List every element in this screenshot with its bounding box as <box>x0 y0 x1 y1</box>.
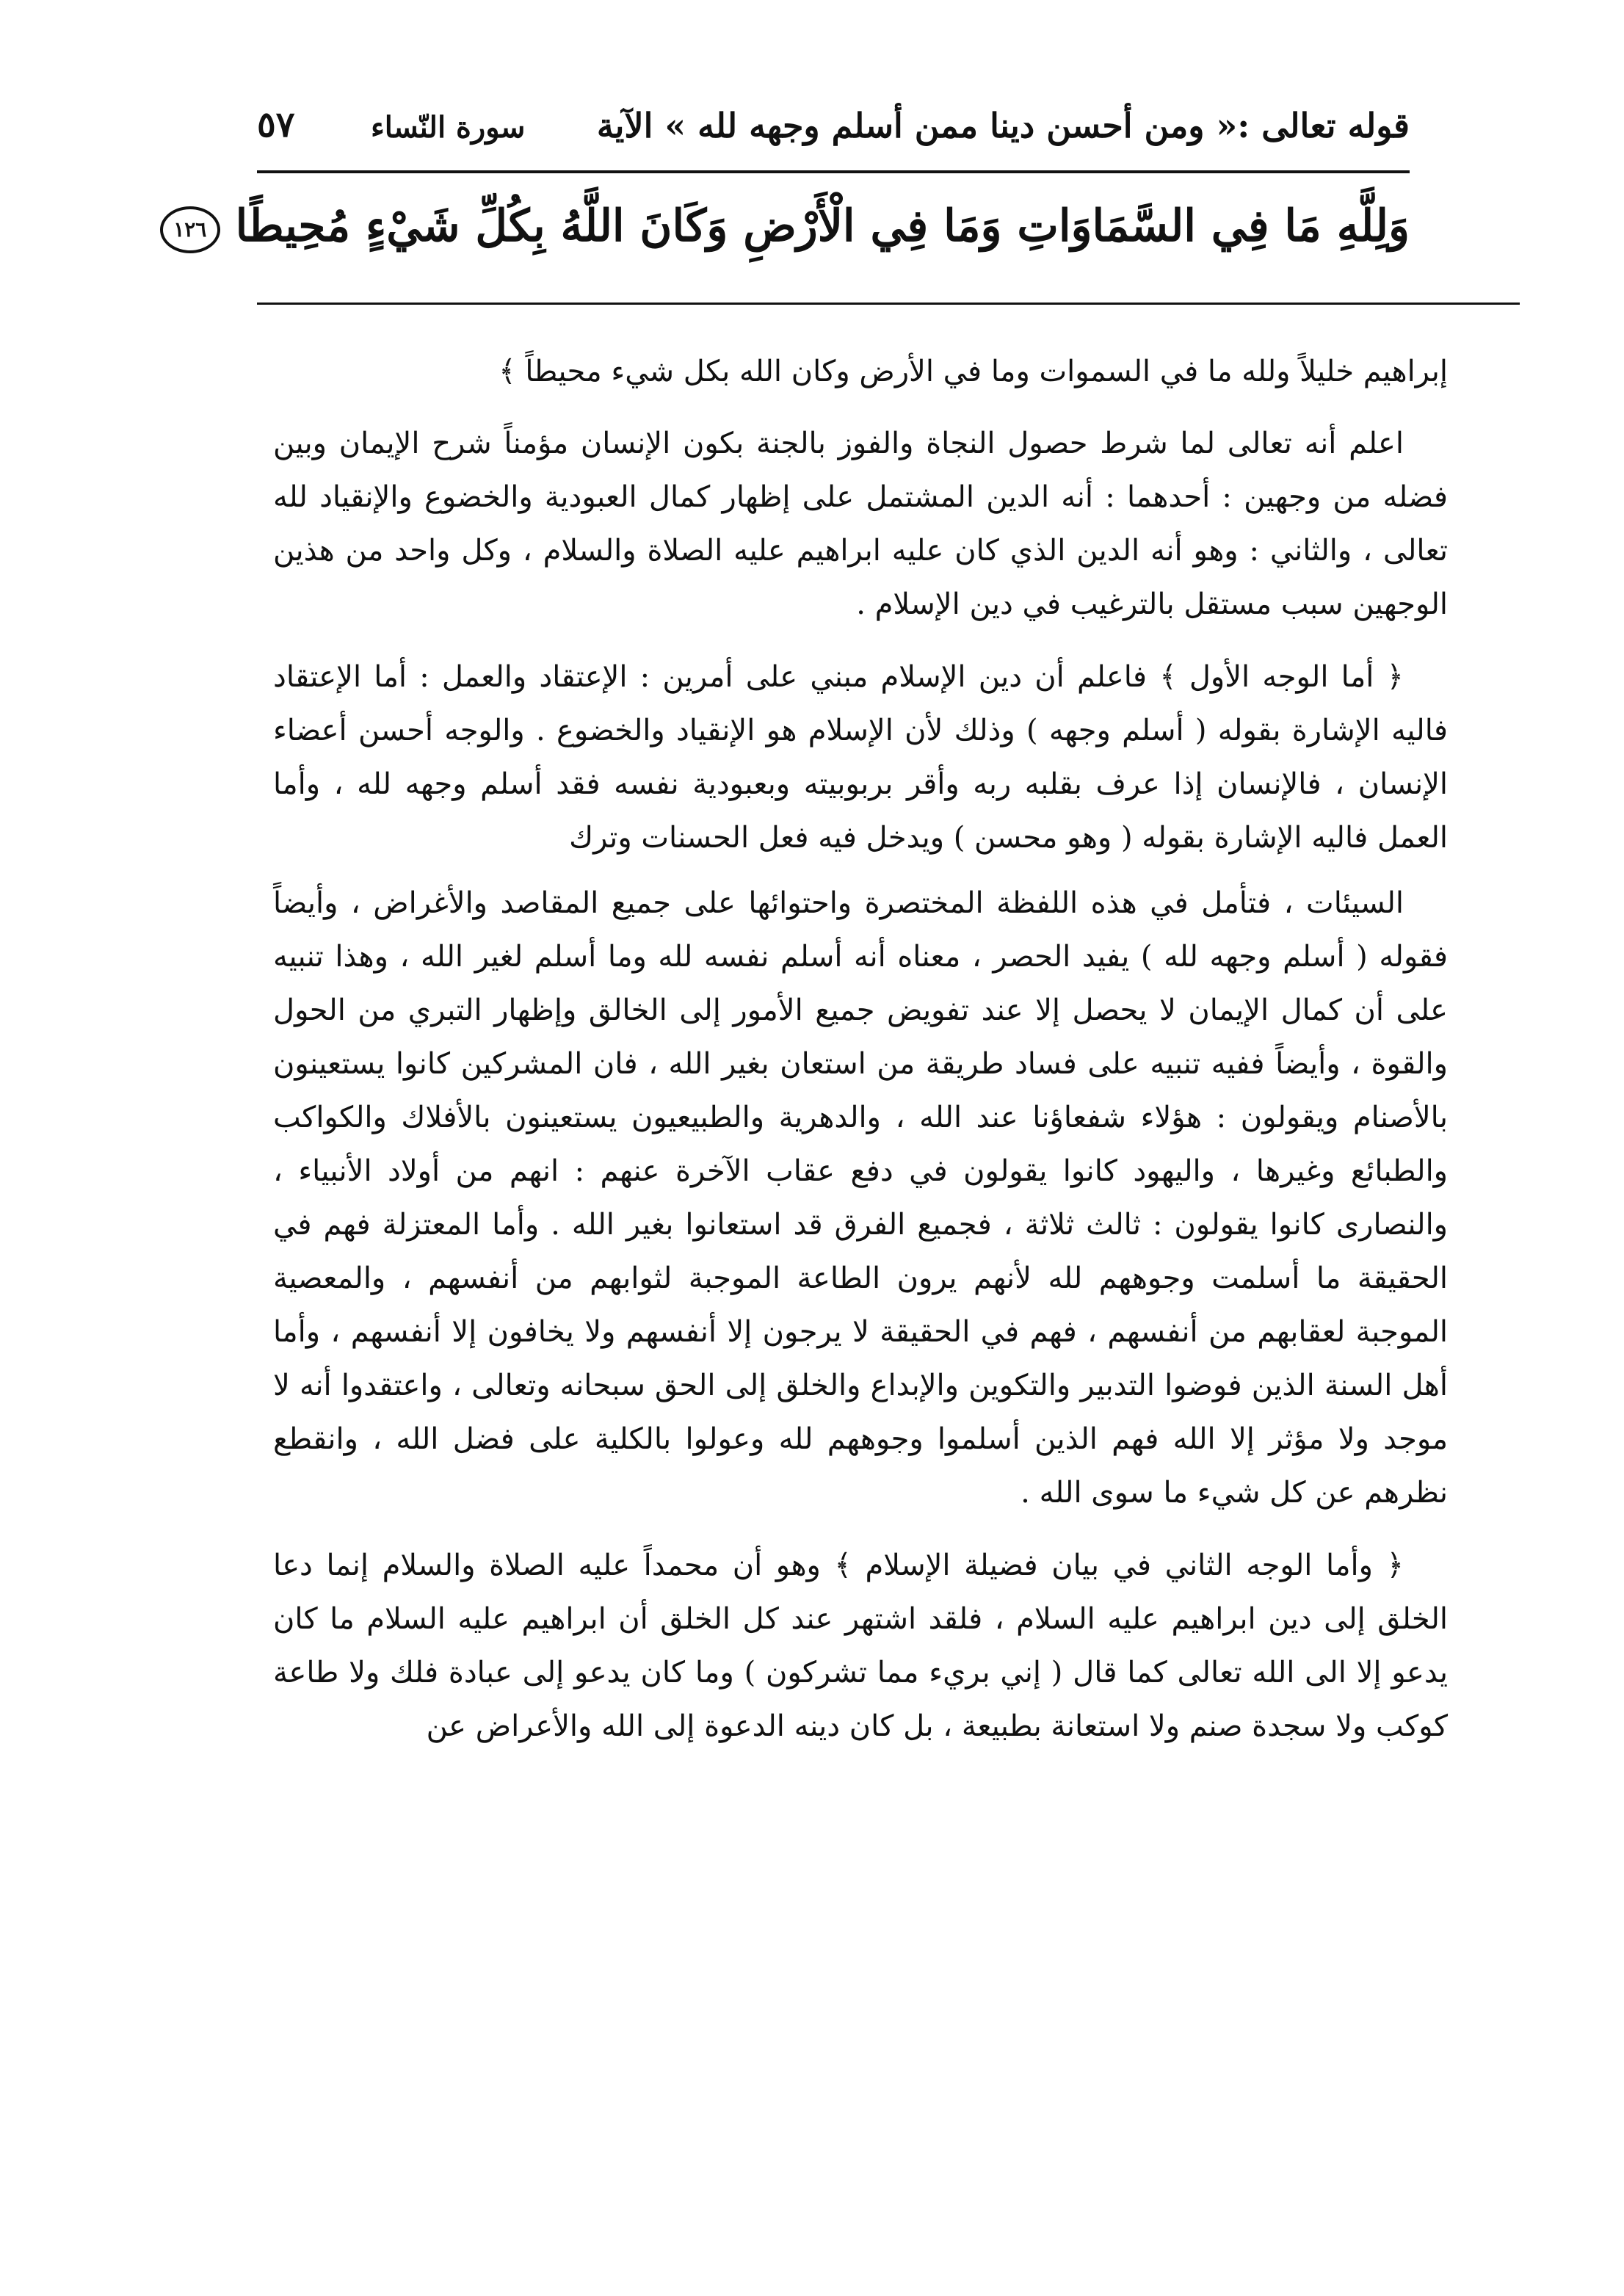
intro-line: إبراهيم خليلاً ولله ما في السموات وما في الأرض وكان الله بكل شيء محيطاً ﴾ <box>499 355 1448 388</box>
paragraph: السيئات ، فتأمل في هذه اللفظة المختصرة واحتوائها على جميع المقاصد والأغراض ، وأيضاً فقوله ( أسلم وجهه لله ) يفيد الحصر ، معناه أنه أسلم نفسه لله وما أسلم لغير الله ، وهذا تنبيه على أن كمال الإيمان لا يحصل إلا عند تفويض جميع الأمور إلى الخالق وإظهار التبري من الحول والقوة ، وأيضاً ففيه تنبيه على فساد طريقة من استعان بغير الله ، فان المشركين كانوا يستعينون بالأصنام ويقولون : هؤلاء شفعاؤنا عند الله ، والدهرية والطبيعيون يستعينون بالأفلاك والكواكب والطبائع وغيرها ، واليهود كانوا يقولون في دفع عقاب الآخرة عنهم : انهم من أولاد الأنبياء ، والنصارى كانوا يقولون : ثالث ثلاثة ، فجميع الفرق قد استعانوا بغير الله . وأما المعتزلة فهم في الحقيقة ما أسلمت وجوههم لله لأنهم يرون الطاعة الموجبة لثوابهم من أنفسهم ، والمعصية الموجبة لعقابهم من أنفسهم ، فهم في الحقيقة لا يرجون إلا أنفسهم ولا يخافون إلا أنفسهم ، وأما أهل السنة الذين فوضوا التدبير والتكوين والإبداع والخلق إلى الحق سبحانه وتعالى ، واعتقدوا أنه لا موجد ولا مؤثر إلا الله فهم الذين أسلموا وجوههم لله وعولوا بالكلية على فضل الله ، وانقطع نظرهم عن كل شيء ما سوى الله . <box>273 886 1448 1510</box>
commentary-body <box>273 336 1448 1772</box>
paragraph: اعلم أنه تعالى لما شرط حصول النجاة والفوز بالجنة بكون الإنسان مؤمناً شرح الإيمان وبين فضله من وجهين : أحدهما : أنه الدين المشتمل على إظهار كمال العبودية والخضوع والإنقياد لله تعالى ، والثاني : وهو أنه الدين الذي كان عليه ابراهيم عليه الصلاة والسلام ، وكل واحد من هذين الوجهين سبب مستقل بالترغيب في دين الإسلام . <box>273 427 1448 621</box>
paragraph: ﴿ أما الوجه الأول ﴾ فاعلم أن دين الإسلام مبني على أمرين : الإعتقاد والعمل : أما الإعتقاد فاليه الإشارة بقوله ( أسلم وجهه ) وذلك لأن الإسلام هو الإنقياد والخضوع . والوجه أحسن أعضاء الإنسان ، فالإنسان إذا عرف بقلبه ربه وأقر بربوبيته وبعبودية نفسه فقد أسلم وجهه لله ، وأما العمل فاليه الإشارة بقوله ( وهو محسن ) ويدخل فيه فعل الحسنات وترك <box>273 660 1448 855</box>
paragraph: ﴿ وأما الوجه الثاني في بيان فضيلة الإسلام ﴾ وهو أن محمداً عليه الصلاة والسلام إنما دعا الخلق إلى دين ابراهيم عليه السلام ، فلقد اشتهر عند كل الخلق أن ابراهيم عليه السلام ما كان يدعو إلا الى الله تعالى كما قال ( إني بريء مما تشركون ) وما كان يدعو إلى عبادة فلك ولا طاعة كوكب ولا سجدة صنم ولا استعانة بطبيعة ، بل كان دينه الدعوة إلى الله والأعراض عن <box>273 1549 1448 1743</box>
verse-divider-rule <box>257 303 1520 305</box>
running-header <box>257 103 1410 154</box>
quran-verse <box>173 182 1410 270</box>
ayah-number-marker: ١٢٦ <box>160 206 220 253</box>
surah-name: سورة النّساء <box>371 110 526 145</box>
header-title: قوله تعالى :« ومن أحسن دينا ممن أسلم وجهه لله » الآية <box>596 106 1410 145</box>
header-rule <box>257 170 1410 173</box>
verse-text: وَلِلَّهِ مَا فِي السَّمَاوَاتِ وَمَا فِي الْأَرْضِ وَكَانَ اللَّهُ بِكُلِّ شَيْءٍ مُحِيطًا <box>235 200 1410 252</box>
page-number: ٥٧ <box>257 104 295 145</box>
